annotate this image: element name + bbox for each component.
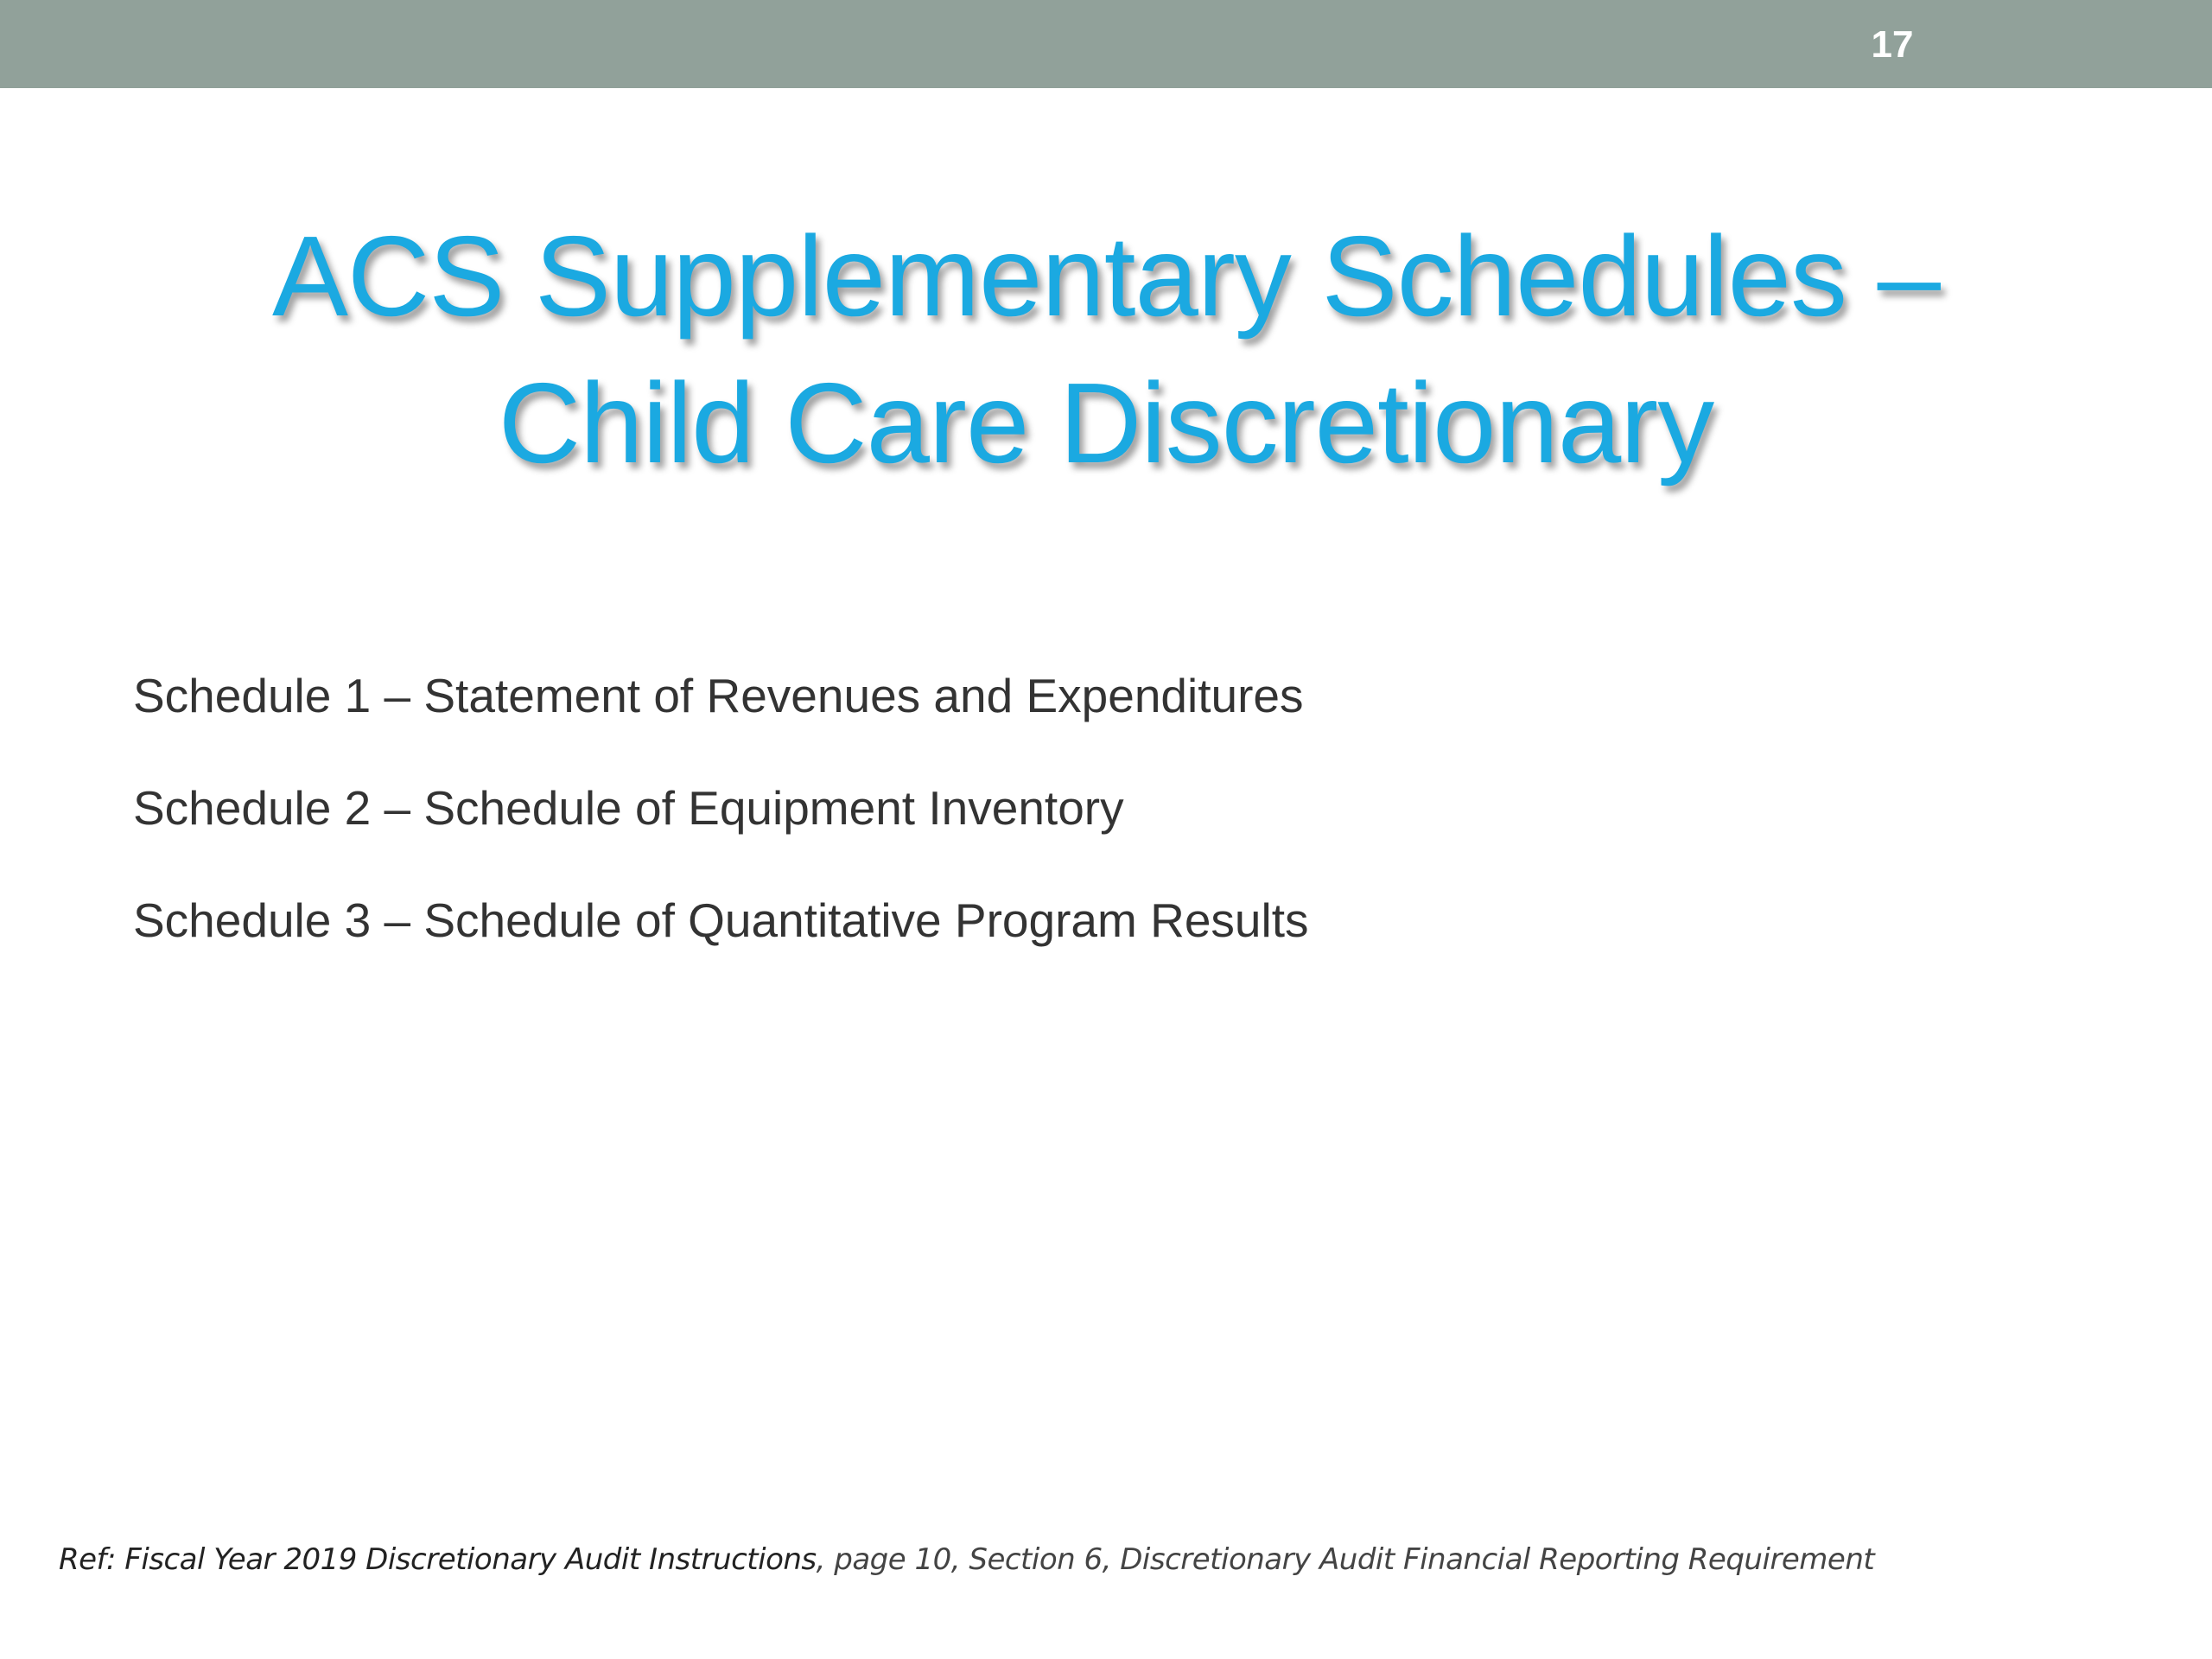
slide-title-line-2: Child Care Discretionary [498, 359, 1714, 486]
schedule-list [133, 665, 1861, 1002]
schedule-item: Schedule 2 – Schedule of Equipment Inventory [133, 781, 1124, 835]
slide-title [156, 203, 2056, 497]
slide-number: 17 [1871, 23, 1914, 66]
footer-reference [59, 1540, 2167, 1580]
footer-reference-document: Ref: Fiscal Year 2019 Discretionary Audit Instructions [59, 1542, 817, 1577]
schedule-item: Schedule 1 – Statement of Revenues and Expenditures [133, 669, 1304, 722]
footer-reference-location: , page 10, Section 6, Discretionary Audit Financial Reporting Requirement [816, 1542, 1875, 1577]
slide-title-line-1: ACS Supplementary Schedules – [271, 213, 1941, 340]
schedule-item: Schedule 3 – Schedule of Quantitative Program Results [133, 893, 1309, 947]
top-bar [0, 0, 2212, 88]
